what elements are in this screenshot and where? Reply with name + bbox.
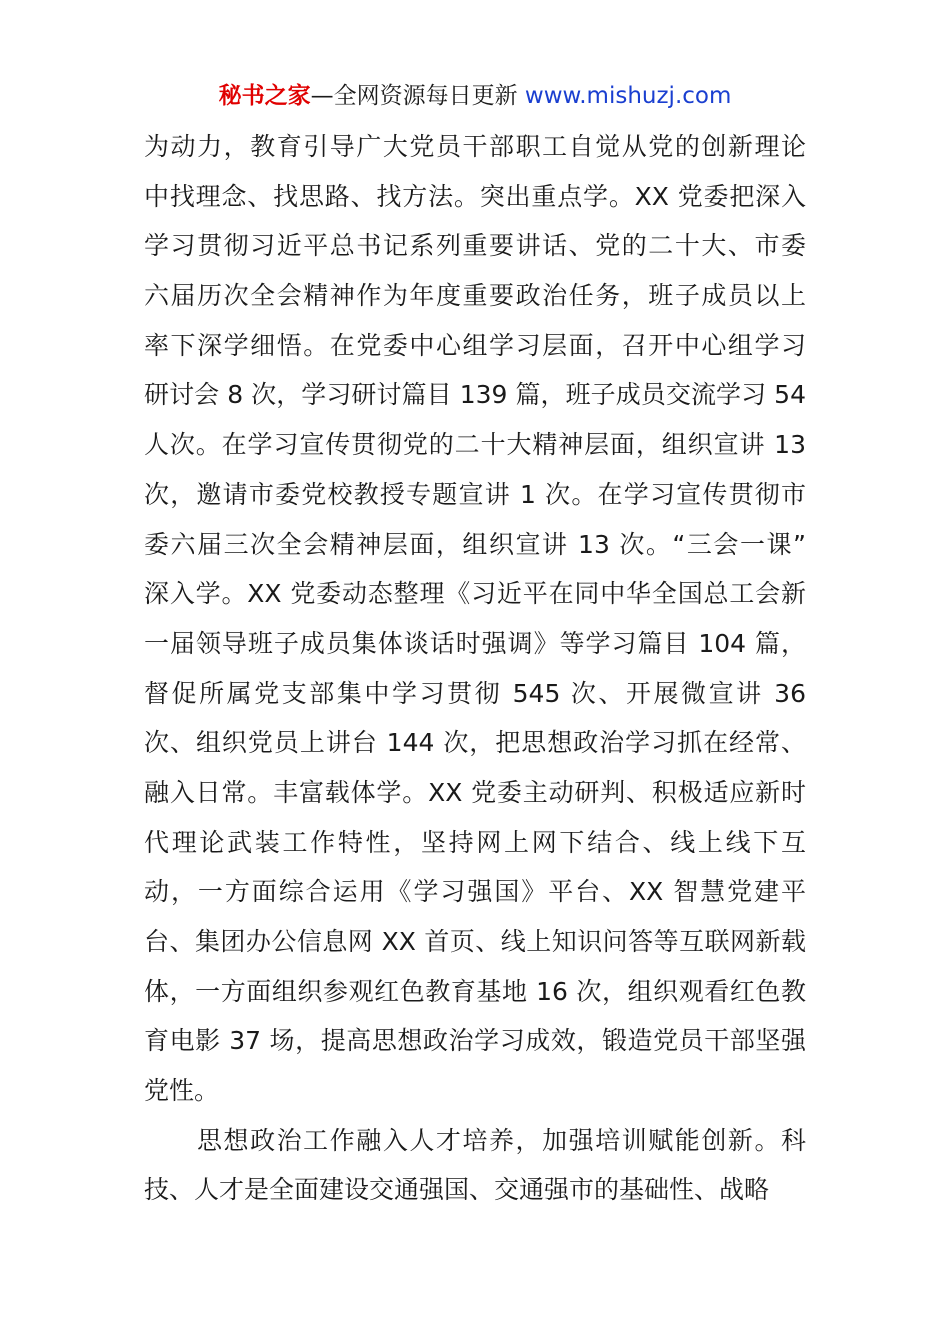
paragraph-line: 融入日常。丰富载体学。XX 党委主动研判、积极适应新时 bbox=[144, 777, 806, 807]
paragraph-line: 次，邀请市委党校教授专题宣讲 1 次。在学习宣传贯彻市 bbox=[144, 479, 806, 509]
paragraph-line: 动，一方面综合运用《学习强国》平台、XX 智慧党建平 bbox=[144, 877, 806, 907]
paragraph-line: 学习贯彻习近平总书记系列重要讲话、党的二十大、市委 bbox=[144, 231, 806, 261]
paragraph-line: 体，一方面组织参观红色教育基地 16 次，组织观看红色教 bbox=[144, 976, 806, 1006]
paragraph-line: 台、集团办公信息网 XX 首页、线上知识问答等互联网新载 bbox=[144, 927, 806, 956]
paragraph-line: 研讨会 8 次，学习研讨篇目 139 篇，班子成员交流学习 54 bbox=[144, 380, 806, 410]
paragraph-line: 人次。在学习宣传贯彻党的二十大精神层面，组织宣讲 13 bbox=[144, 430, 806, 460]
document-body bbox=[144, 122, 806, 1215]
paragraph-line: 委六届三次全会精神层面，组织宣讲 13 次。“三会一课” bbox=[144, 529, 806, 559]
paragraph-line: 中找理念、找思路、找方法。突出重点学。XX 党委把深入 bbox=[144, 181, 806, 211]
site-url-link[interactable]: www.mishuzj.com bbox=[524, 83, 732, 109]
paragraph-line: 代理论武装工作特性，坚持网上网下结合、线上线下互 bbox=[144, 827, 806, 857]
site-brand: 秘书之家 bbox=[218, 83, 311, 109]
paragraph-line: 督促所属党支部集中学习贯彻 545 次、开展微宣讲 36 bbox=[144, 678, 806, 708]
paragraph-line: 六届历次全会精神作为年度重要政治任务，班子成员以上 bbox=[144, 281, 806, 311]
paragraph-line: 为动力，教育引导广大党员干部职工自觉从党的创新理论 bbox=[144, 132, 806, 161]
site-slogan: —全网资源每日更新 bbox=[310, 83, 525, 109]
paragraph-line: 党性。 bbox=[144, 1076, 220, 1106]
paragraph-line: 率下深学细悟。在党委中心组学习层面，召开中心组学习 bbox=[144, 330, 806, 360]
paragraph-line: 一届领导班子成员集体谈话时强调》等学习篇目 104 篇， bbox=[144, 628, 806, 658]
paragraph-line: 技、人才是全面建设交通强国、交通强市的基础性、战略 bbox=[144, 1175, 770, 1205]
paragraph-line: 次、组织党员上讲台 144 次，把思想政治学习抓在经常、 bbox=[144, 728, 806, 758]
paragraph-line: 育电影 37 场，提高思想政治学习成效，锻造党员干部坚强 bbox=[144, 1026, 806, 1056]
paragraph-line: 深入学。XX 党委动态整理《习近平在同中华全国总工会新 bbox=[144, 579, 806, 609]
paragraph-line: 思想政治工作融入人才培养，加强培训赋能创新。科 bbox=[197, 1125, 806, 1155]
site-header bbox=[0, 80, 950, 112]
